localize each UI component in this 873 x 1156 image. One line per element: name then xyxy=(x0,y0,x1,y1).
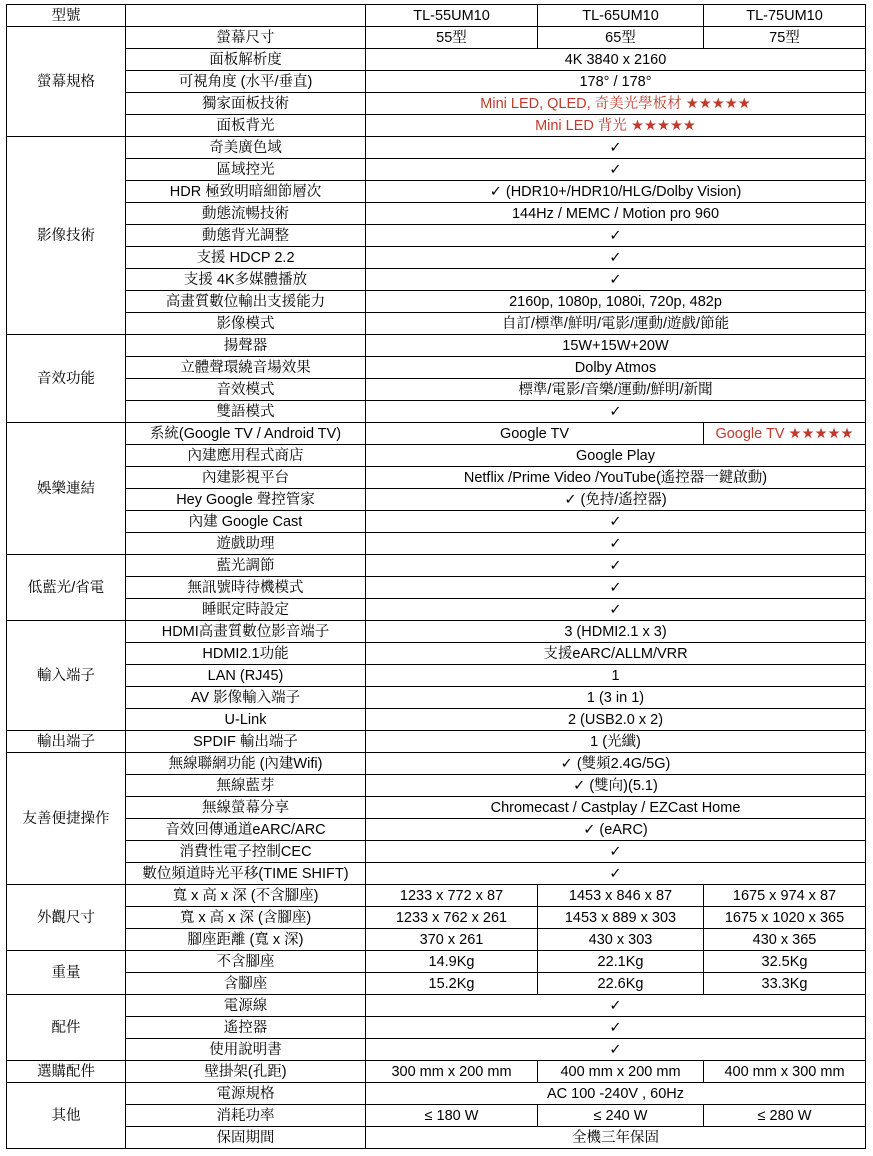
spec-value-model-1: ≤ 180 W xyxy=(366,1105,538,1127)
spec-row xyxy=(7,687,866,709)
spec-table xyxy=(6,4,866,1149)
spec-value-model-1: 1233 x 772 x 87 xyxy=(366,885,538,907)
header-row xyxy=(7,5,866,27)
spec-row xyxy=(7,1105,866,1127)
spec-value-highlight: Mini LED, QLED, 奇美光學板材 ★★★★★ xyxy=(366,93,866,115)
spec-value: 支援eARC/ALLM/VRR xyxy=(366,643,866,665)
spec-row xyxy=(7,599,866,621)
spec-value-model-2: ≤ 240 W xyxy=(538,1105,704,1127)
spec-value-model-2: 22.1Kg xyxy=(538,951,704,973)
spec-row xyxy=(7,291,866,313)
spec-value: ✓ xyxy=(366,841,866,863)
spec-row xyxy=(7,401,866,423)
spec-value-model-1: 1233 x 762 x 261 xyxy=(366,907,538,929)
spec-value-model-3: 430 x 365 xyxy=(704,929,866,951)
spec-row xyxy=(7,841,866,863)
category-cell: 低藍光/省電 xyxy=(7,555,126,621)
spec-value-model-1: 370 x 261 xyxy=(366,929,538,951)
spec-row xyxy=(7,511,866,533)
spec-label: 內建 Google Cast xyxy=(126,511,366,533)
spec-label: 壁掛架(孔距) xyxy=(126,1061,366,1083)
spec-row xyxy=(7,445,866,467)
spec-value-model-3: ≤ 280 W xyxy=(704,1105,866,1127)
spec-row xyxy=(7,621,866,643)
spec-value-model-2: 430 x 303 xyxy=(538,929,704,951)
spec-value-highlight: Mini LED 背光 ★★★★★ xyxy=(366,115,866,137)
spec-value: 1 (光纖) xyxy=(366,731,866,753)
spec-row xyxy=(7,1017,866,1039)
spec-value-model-2: 1453 x 846 x 87 xyxy=(538,885,704,907)
spec-row xyxy=(7,555,866,577)
spec-value: 2 (USB2.0 x 2) xyxy=(366,709,866,731)
category-cell: 配件 xyxy=(7,995,126,1061)
spec-value: ✓ xyxy=(366,511,866,533)
spec-label: 揚聲器 xyxy=(126,335,366,357)
spec-row xyxy=(7,665,866,687)
spec-label: 內建影視平台 xyxy=(126,467,366,489)
spec-value: 4K 3840 x 2160 xyxy=(366,49,866,71)
spec-row xyxy=(7,1061,866,1083)
spec-label: 立體聲環繞音場效果 xyxy=(126,357,366,379)
spec-label: 含腳座 xyxy=(126,973,366,995)
spec-value: Google Play xyxy=(366,445,866,467)
category-cell: 螢幕規格 xyxy=(7,27,126,137)
spec-value: ✓ xyxy=(366,995,866,1017)
spec-value: ✓ (免持/遙控器) xyxy=(366,489,866,511)
spec-row xyxy=(7,577,866,599)
spec-row xyxy=(7,49,866,71)
spec-row xyxy=(7,643,866,665)
spec-label: LAN (RJ45) xyxy=(126,665,366,687)
spec-label: 影像模式 xyxy=(126,313,366,335)
spec-label: 系統(Google TV / Android TV) xyxy=(126,423,366,445)
spec-label: 電源規格 xyxy=(126,1083,366,1105)
spec-row xyxy=(7,159,866,181)
spec-row xyxy=(7,203,866,225)
spec-row xyxy=(7,93,866,115)
header-label: 型號 xyxy=(7,5,126,27)
spec-value: 自訂/標準/鮮明/電影/運動/遊戲/節能 xyxy=(366,313,866,335)
spec-row xyxy=(7,797,866,819)
spec-label: 睡眠定時設定 xyxy=(126,599,366,621)
spec-value: ✓ xyxy=(366,533,866,555)
header-blank xyxy=(126,5,366,27)
spec-label: 音效回傳通道eARC/ARC xyxy=(126,819,366,841)
spec-label: 無線螢幕分享 xyxy=(126,797,366,819)
spec-row xyxy=(7,1039,866,1061)
spec-label: 音效模式 xyxy=(126,379,366,401)
spec-value-model-3: 400 mm x 300 mm xyxy=(704,1061,866,1083)
spec-value-model-3: 75型 xyxy=(704,27,866,49)
spec-row xyxy=(7,423,866,445)
spec-value: 3 (HDMI2.1 x 3) xyxy=(366,621,866,643)
spec-value: ✓ xyxy=(366,137,866,159)
spec-value: 1 xyxy=(366,665,866,687)
spec-row xyxy=(7,357,866,379)
spec-label: 腳座距離 (寬 x 深) xyxy=(126,929,366,951)
spec-label: 區域控光 xyxy=(126,159,366,181)
spec-label: 面板解析度 xyxy=(126,49,366,71)
spec-value: 標準/電影/音樂/運動/鮮明/新聞 xyxy=(366,379,866,401)
spec-row xyxy=(7,379,866,401)
spec-value-model-1: 300 mm x 200 mm xyxy=(366,1061,538,1083)
spec-row xyxy=(7,115,866,137)
spec-value: 1 (3 in 1) xyxy=(366,687,866,709)
spec-value-shared: Google TV xyxy=(366,423,704,445)
spec-row xyxy=(7,709,866,731)
spec-value: ✓ xyxy=(366,401,866,423)
spec-row xyxy=(7,907,866,929)
spec-row xyxy=(7,929,866,951)
spec-value-model-1: 15.2Kg xyxy=(366,973,538,995)
spec-label: U-Link xyxy=(126,709,366,731)
spec-row xyxy=(7,995,866,1017)
spec-row xyxy=(7,775,866,797)
spec-value-model-3: 1675 x 1020 x 365 xyxy=(704,907,866,929)
spec-value: ✓ (雙向)(5.1) xyxy=(366,775,866,797)
spec-value: ✓ xyxy=(366,269,866,291)
spec-label: AV 影像輸入端子 xyxy=(126,687,366,709)
spec-value-model-2: 400 mm x 200 mm xyxy=(538,1061,704,1083)
category-cell: 重量 xyxy=(7,951,126,995)
spec-row xyxy=(7,973,866,995)
spec-label: 數位頻道時光平移(TIME SHIFT) xyxy=(126,863,366,885)
spec-row xyxy=(7,71,866,93)
spec-row xyxy=(7,489,866,511)
spec-value: 144Hz / MEMC / Motion pro 960 xyxy=(366,203,866,225)
spec-value: Netflix /Prime Video /YouTube(遙控器一鍵啟動) xyxy=(366,467,866,489)
spec-label: SPDIF 輸出端子 xyxy=(126,731,366,753)
spec-row xyxy=(7,313,866,335)
spec-label: Hey Google 聲控管家 xyxy=(126,489,366,511)
spec-label: HDR 極致明暗細節層次 xyxy=(126,181,366,203)
spec-row xyxy=(7,1127,866,1149)
spec-row xyxy=(7,269,866,291)
category-cell: 外觀尺寸 xyxy=(7,885,126,951)
spec-row xyxy=(7,181,866,203)
spec-value-model-2: 1453 x 889 x 303 xyxy=(538,907,704,929)
spec-value: ✓ xyxy=(366,225,866,247)
category-cell: 輸出端子 xyxy=(7,731,126,753)
spec-label: 遊戲助理 xyxy=(126,533,366,555)
spec-value-model-1: 55型 xyxy=(366,27,538,49)
category-cell: 輸入端子 xyxy=(7,621,126,731)
spec-label: 無線聯網功能 (內建Wifi) xyxy=(126,753,366,775)
spec-value: ✓ (雙頻2.4G/5G) xyxy=(366,753,866,775)
spec-value: ✓ xyxy=(366,577,866,599)
spec-row xyxy=(7,753,866,775)
spec-label: 支援 4K多媒體播放 xyxy=(126,269,366,291)
spec-row xyxy=(7,27,866,49)
spec-label: 消耗功率 xyxy=(126,1105,366,1127)
spec-label: 消費性電子控制CEC xyxy=(126,841,366,863)
spec-value-model-2: 22.6Kg xyxy=(538,973,704,995)
spec-label: 支援 HDCP 2.2 xyxy=(126,247,366,269)
spec-value: ✓ (HDR10+/HDR10/HLG/Dolby Vision) xyxy=(366,181,866,203)
spec-label: 動態背光調整 xyxy=(126,225,366,247)
spec-row xyxy=(7,335,866,357)
spec-table-body xyxy=(7,5,866,1149)
spec-label: 遙控器 xyxy=(126,1017,366,1039)
spec-value: Chromecast / Castplay / EZCast Home xyxy=(366,797,866,819)
spec-value: ✓ xyxy=(366,1039,866,1061)
spec-value-model-1: 14.9Kg xyxy=(366,951,538,973)
spec-value: ✓ xyxy=(366,1017,866,1039)
spec-label: 動態流暢技術 xyxy=(126,203,366,225)
spec-row xyxy=(7,819,866,841)
spec-label: 螢幕尺寸 xyxy=(126,27,366,49)
spec-label: 保固期間 xyxy=(126,1127,366,1149)
spec-row xyxy=(7,885,866,907)
spec-row xyxy=(7,863,866,885)
spec-row xyxy=(7,533,866,555)
spec-value: ✓ xyxy=(366,863,866,885)
spec-value-model-3: 32.5Kg xyxy=(704,951,866,973)
spec-value: ✓ (eARC) xyxy=(366,819,866,841)
spec-row xyxy=(7,951,866,973)
spec-label: 奇美廣色域 xyxy=(126,137,366,159)
spec-label: 寬 x 高 x 深 (不含腳座) xyxy=(126,885,366,907)
spec-label: 不含腳座 xyxy=(126,951,366,973)
spec-row xyxy=(7,137,866,159)
spec-label: 高畫質數位輸出支援能力 xyxy=(126,291,366,313)
spec-row xyxy=(7,247,866,269)
spec-label: 雙語模式 xyxy=(126,401,366,423)
spec-value: 2160p, 1080p, 1080i, 720p, 482p xyxy=(366,291,866,313)
header-model-65: TL-65UM10 xyxy=(538,5,704,27)
spec-label: 無線藍芽 xyxy=(126,775,366,797)
spec-value: AC 100 -240V , 60Hz xyxy=(366,1083,866,1105)
spec-value: ✓ xyxy=(366,247,866,269)
category-cell: 娛樂連結 xyxy=(7,423,126,555)
spec-label: 藍光調節 xyxy=(126,555,366,577)
spec-label: 可視角度 (水平/垂直) xyxy=(126,71,366,93)
spec-label: HDMI2.1功能 xyxy=(126,643,366,665)
spec-value: 全機三年保固 xyxy=(366,1127,866,1149)
category-cell: 音效功能 xyxy=(7,335,126,423)
spec-value-model-3: 1675 x 974 x 87 xyxy=(704,885,866,907)
category-cell: 選購配件 xyxy=(7,1061,126,1083)
category-cell: 影像技術 xyxy=(7,137,126,335)
spec-label: 寬 x 高 x 深 (含腳座) xyxy=(126,907,366,929)
spec-value-highlight: Google TV ★★★★★ xyxy=(704,423,866,445)
spec-row xyxy=(7,467,866,489)
category-cell: 其他 xyxy=(7,1083,126,1149)
spec-label: 使用說明書 xyxy=(126,1039,366,1061)
spec-value-model-3: 33.3Kg xyxy=(704,973,866,995)
spec-row xyxy=(7,225,866,247)
spec-label: 內建應用程式商店 xyxy=(126,445,366,467)
spec-label: 獨家面板技術 xyxy=(126,93,366,115)
spec-value: ✓ xyxy=(366,159,866,181)
spec-label: 面板背光 xyxy=(126,115,366,137)
spec-row xyxy=(7,1083,866,1105)
header-model-55: TL-55UM10 xyxy=(366,5,538,27)
spec-label: 電源線 xyxy=(126,995,366,1017)
spec-value: Dolby Atmos xyxy=(366,357,866,379)
spec-label: HDMI高畫質數位影音端子 xyxy=(126,621,366,643)
spec-value-model-2: 65型 xyxy=(538,27,704,49)
category-cell: 友善便捷操作 xyxy=(7,753,126,885)
spec-value: 178° / 178° xyxy=(366,71,866,93)
spec-value: ✓ xyxy=(366,599,866,621)
spec-value: 15W+15W+20W xyxy=(366,335,866,357)
header-model-75: TL-75UM10 xyxy=(704,5,866,27)
spec-label: 無訊號時待機模式 xyxy=(126,577,366,599)
spec-value: ✓ xyxy=(366,555,866,577)
spec-row xyxy=(7,731,866,753)
